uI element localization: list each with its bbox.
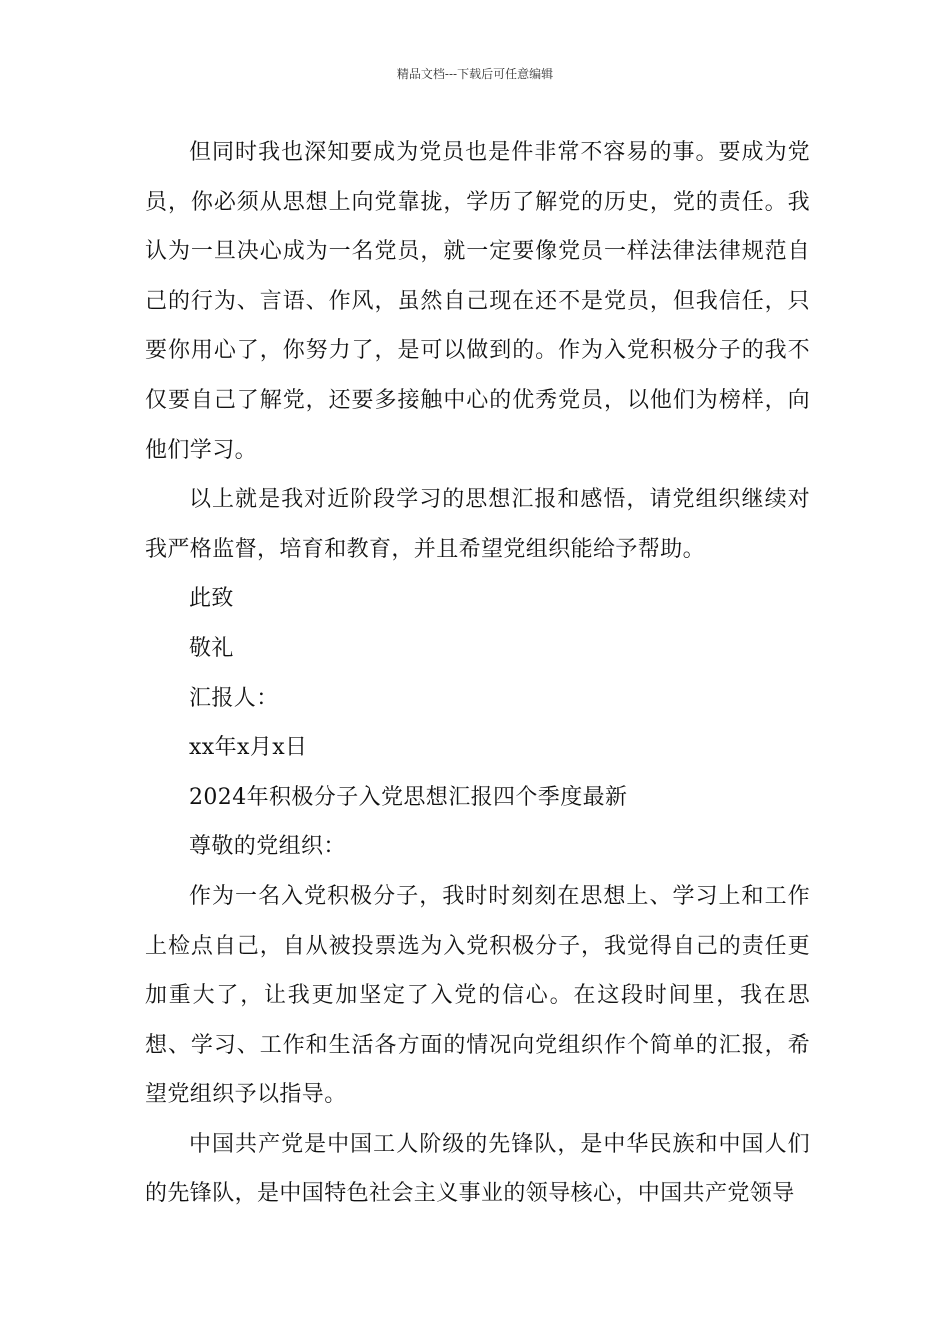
- greeting: 尊敬的党组织：: [189, 834, 346, 860]
- closing-respect: 敬礼: [189, 635, 234, 661]
- paragraph-activist-intro: 作为一名入党积极分子，我时时刻刻在思想上、学习上和工作上检点自己，自从被投票选为入党积极分子，我觉得自己的责任更加重大了，让我更加坚定了入党的信心。在这段时间里，我在思想、学习、工作和生活各方面的情况向党组织作个简单的汇报，希望党组织予以指导。: [145, 883, 810, 1108]
- closing-salutation: 此致: [189, 586, 234, 612]
- paragraph-summary-request: 以上就是我对近阶段学习的思想汇报和感悟，请党组织继续对我严格监督，培育和教育，并且希望党组织能给予帮助。: [145, 487, 810, 562]
- paragraph-membership-effort: 但同时我也深知要成为党员也是件非常不容易的事。要成为党员，你必须从思想上向党靠拢，学历了解党的历史，党的责任。我认为一旦决心成为一名党员，就一定要像党员一样法律法律规范自己的行为、言语、作风，虽然自己现在还不是党员，但我信任，只要你用心了，你努力了，是可以做到的。作为入党积极分子的我不仅要自己了解党，还要多接触中心的优秀党员，以他们为榜样，向他们学习。: [145, 140, 810, 463]
- section-title: 2024年积极分子入党思想汇报四个季度最新: [189, 784, 628, 810]
- reporter-label: 汇报人：: [189, 685, 279, 711]
- report-date: xx年x月x日: [189, 735, 308, 761]
- paragraph-party-role: 中国共产党是中国工人阶级的先锋队，是中华民族和中国人们的先锋队，是中国特色社会主义事业的领导核心，中国共产党领导: [145, 1131, 810, 1207]
- page-header: 精品文档---下载后可任意编辑: [396, 67, 554, 81]
- document-body: [145, 128, 810, 1219]
